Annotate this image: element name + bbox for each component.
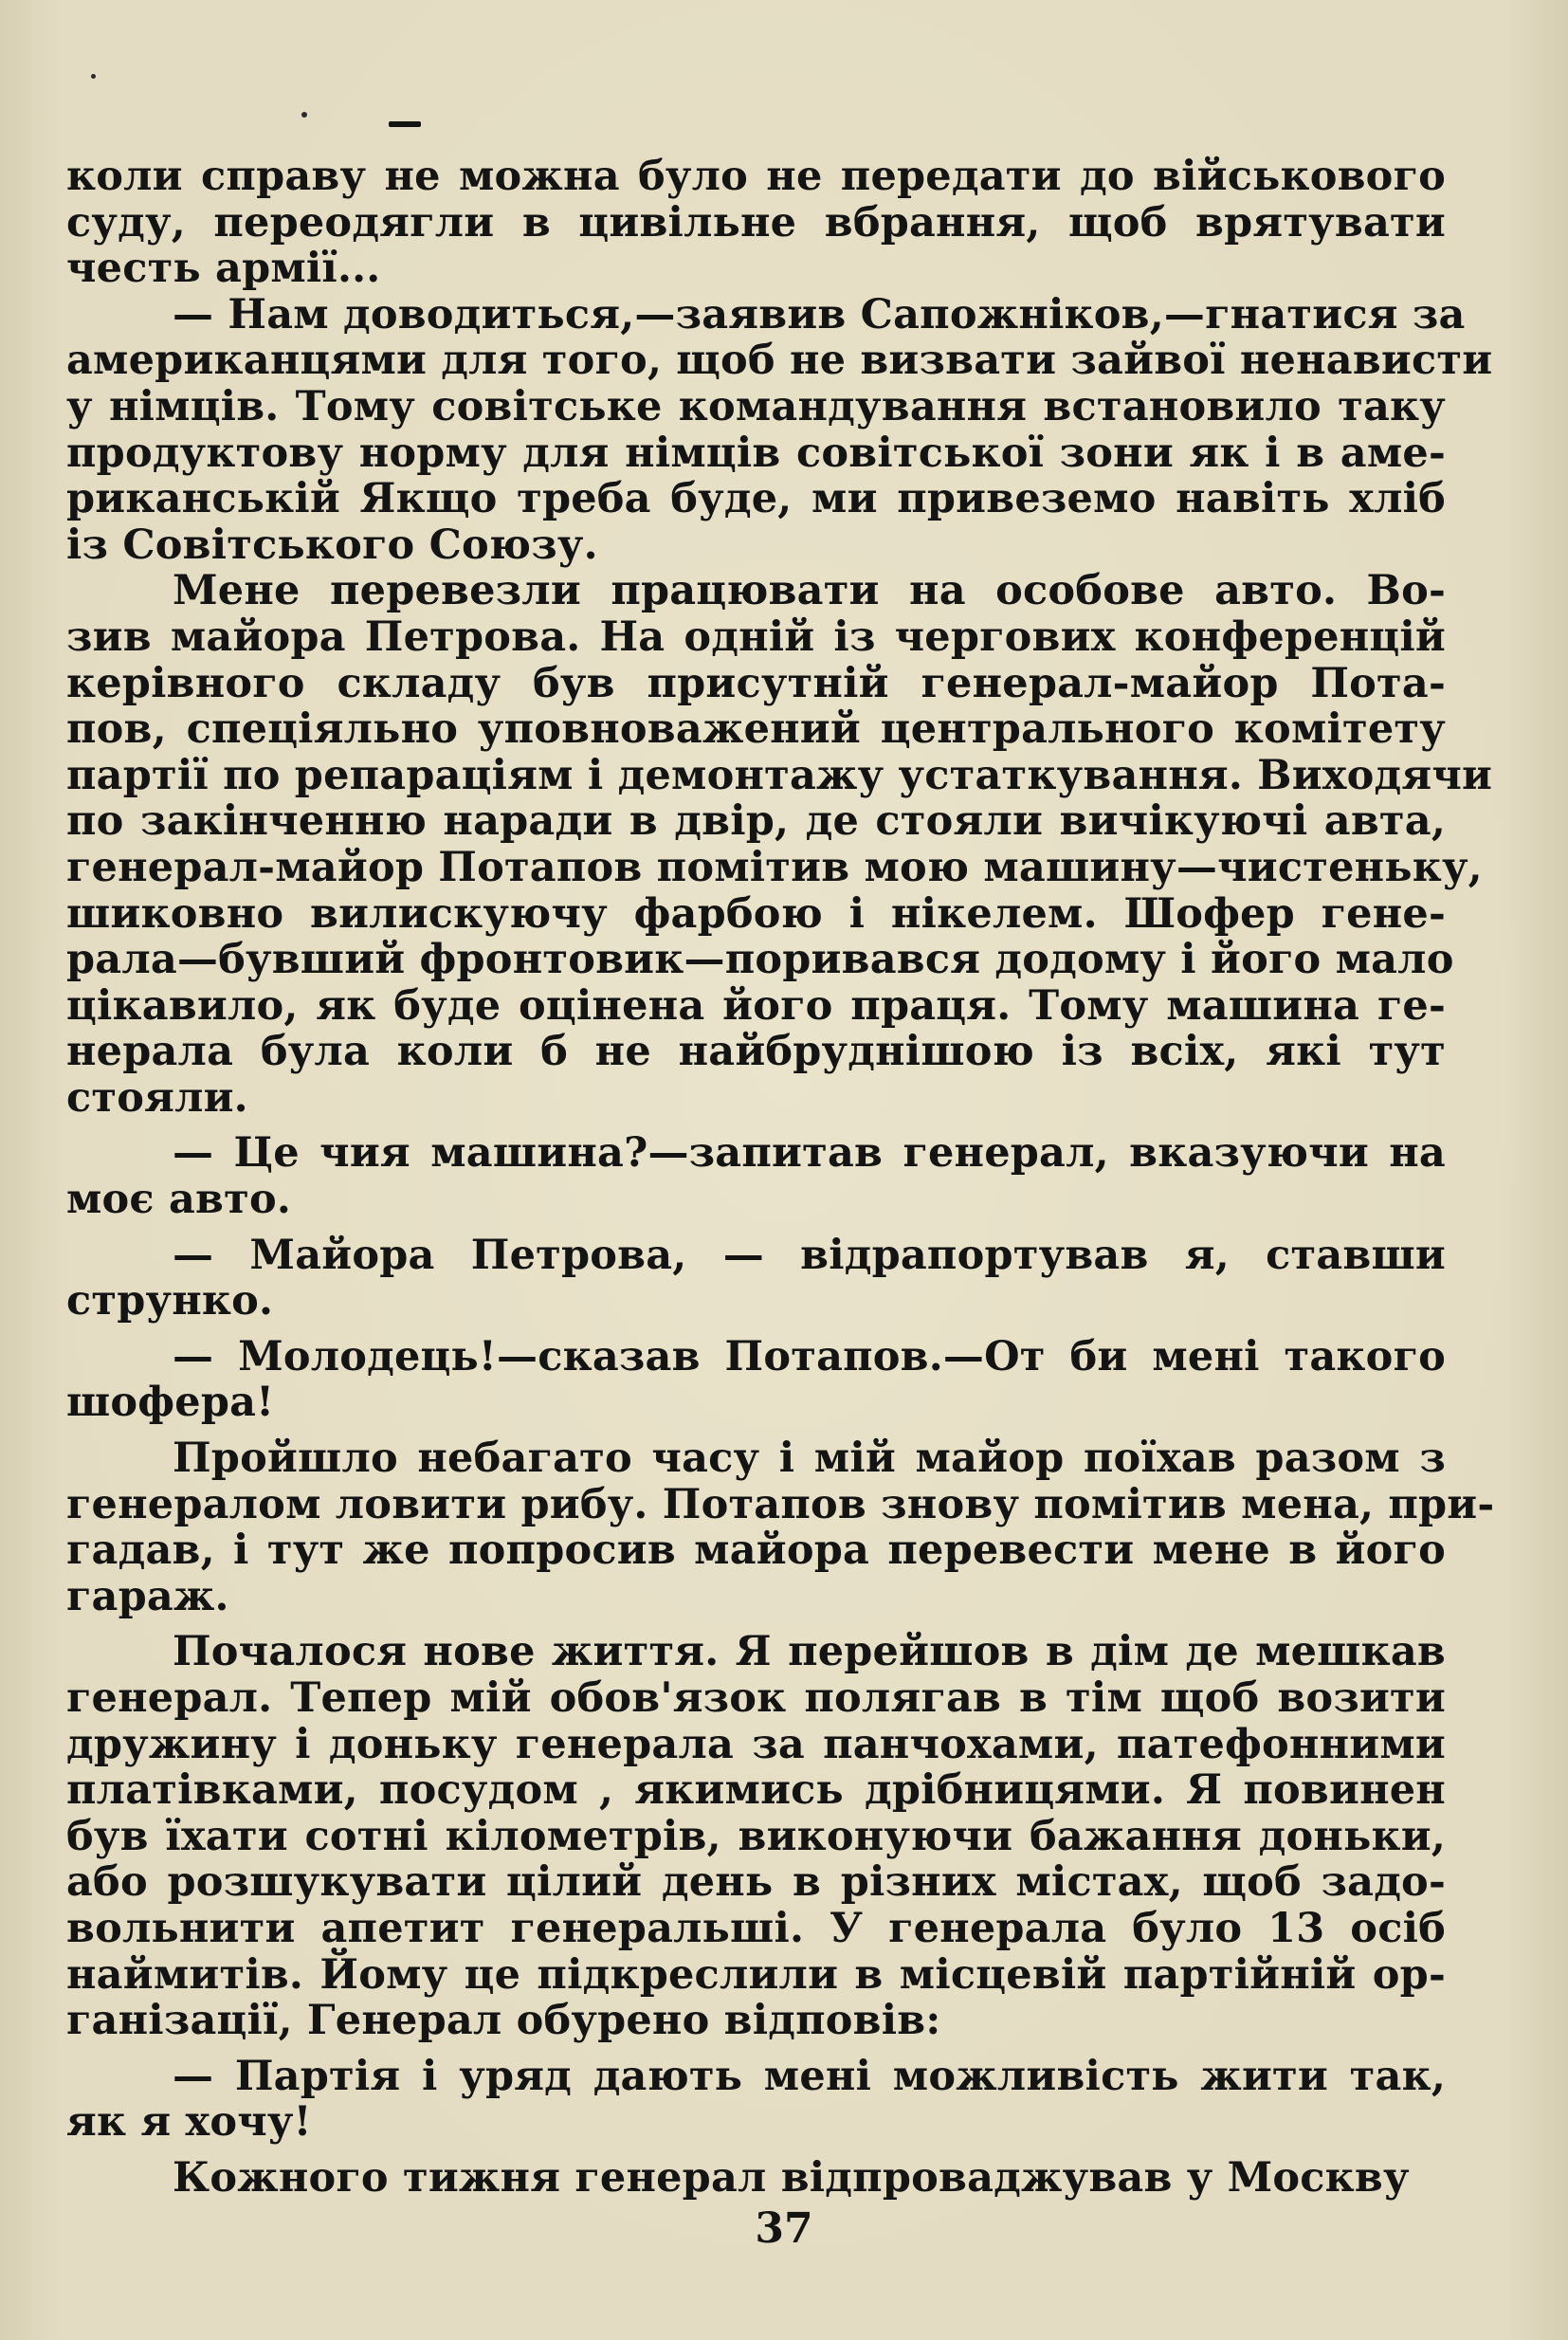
- page-number: 37: [755, 2204, 813, 2253]
- text-line: моє авто.: [66, 1176, 292, 1224]
- text-line: стояли.: [66, 1073, 248, 1122]
- text-line: як я хочу!: [66, 2098, 312, 2147]
- top-dash-mark: [389, 121, 421, 127]
- text-line: зив майора Петрова. На одній із чергових конференцій: [66, 612, 1446, 661]
- paragraph: [66, 1334, 1446, 1426]
- text-line: генерал-майор Потапов помітив мою машину—чистеньку,: [66, 843, 1483, 891]
- paragraph: [66, 1130, 1446, 1222]
- text-line: цікавило, як буде оцінена його праця. Тому машина ге-: [66, 981, 1446, 1030]
- text-line: у німців. Тому совітське командування встановило таку: [66, 382, 1446, 430]
- paragraph: [66, 2155, 1446, 2202]
- text-line: ганізації, Генерал обурено відповів:: [66, 1997, 941, 2045]
- text-line: шофера!: [66, 1379, 275, 1427]
- paragraph: [66, 2054, 1446, 2146]
- paragraph: [66, 567, 1493, 1122]
- text-line: рала—бувший фронтовик—поривався додому і його мало: [66, 936, 1454, 984]
- text-line: честь армії...: [66, 245, 381, 293]
- text-line: — Це чия машина?—запитав генерал, вказуючи на: [173, 1129, 1446, 1178]
- text-line: риканській Якщо треба буде, ми привеземо навіть хліб: [66, 475, 1446, 523]
- text-line: Пройшло небагато часу і мій майор поїхав разом з: [173, 1435, 1446, 1483]
- paragraph: [66, 1233, 1446, 1325]
- text-line: був їхати сотні кілометрів, виконуючи бажання доньки,: [66, 1812, 1446, 1860]
- text-line: дружину і доньку генерала за панчохами, патефонними: [66, 1720, 1446, 1768]
- text-line: струнко.: [66, 1277, 274, 1325]
- paragraph: [66, 290, 1493, 569]
- text-line: шиковно вилискуючу фарбою і нікелем. Шофер гене-: [66, 889, 1446, 938]
- text-line: генерал. Тепер мій обов'язок полягав в тім щоб возити: [66, 1674, 1446, 1722]
- text-line: із Совітського Союзу.: [66, 521, 598, 569]
- text-line: американцями для того, щоб не визвати зайвої ненависти: [66, 337, 1493, 385]
- body-text: [66, 153, 1495, 2202]
- text-line: генералом ловити рибу. Потапов знову помітив мена, при-: [66, 1480, 1495, 1528]
- text-line: по закінченню наради в двір, де стояли вичікуючі авта,: [66, 797, 1446, 846]
- ink-speck: [91, 74, 96, 79]
- text-line: коли справу не можна було не передати до військового: [66, 153, 1446, 200]
- paragraph: [66, 1435, 1495, 1620]
- paragraph: [66, 1629, 1446, 2043]
- text-line: Кожного тижня генерал відпроваджував у Москву: [173, 2153, 1410, 2202]
- text-line: продуктову норму для німців совітської зони як і в аме-: [66, 429, 1446, 477]
- text-line: гараж.: [66, 1572, 229, 1620]
- text-line: вольнити апетит генеральші. У генерала було 13 осіб: [66, 1904, 1446, 1952]
- text-line: Почалося нове життя. Я перейшов в дім де мешкав: [173, 1628, 1446, 1676]
- text-line: суду, переодягли в цивільне вбрання, щоб врятувати: [66, 198, 1446, 247]
- text-line: керівного складу був присутній генерал-майор Пота-: [66, 659, 1446, 707]
- text-line: нерала була коли б не найбруднішою із всіх, які тут: [66, 1028, 1446, 1076]
- text-line: — Молодець!—сказав Потапов.—От би мені такого: [173, 1332, 1446, 1380]
- text-line: або розшукувати цілий день в різних містах, щоб задо-: [66, 1858, 1446, 1907]
- text-line: платівками, посудом , якимись дрібницями. Я повинен: [66, 1766, 1446, 1815]
- paragraph: [66, 154, 1446, 292]
- text-line: — Майора Петрова, — відрапортував я, ставши: [173, 1231, 1446, 1279]
- text-line: гадав, і тут же попросив майора перевести мене в його: [66, 1526, 1446, 1575]
- text-line: — Нам доводиться,—заявив Сапожніков,—гнатися за: [173, 290, 1466, 338]
- text-line: — Партія і уряд дають мені можливість жити так,: [173, 2052, 1446, 2100]
- text-line: наймитів. Йому це підкреслили в місцевій партійній ор-: [66, 1950, 1446, 1999]
- text-line: пов, спеціяльно уповноважений центрального комітету: [66, 705, 1446, 754]
- text-line: Мене перевезли працювати на особове авто. Во-: [173, 567, 1446, 615]
- text-line: партії по репараціям і демонтажу устаткування. Виходячи: [66, 751, 1493, 799]
- ink-speck: [301, 112, 307, 118]
